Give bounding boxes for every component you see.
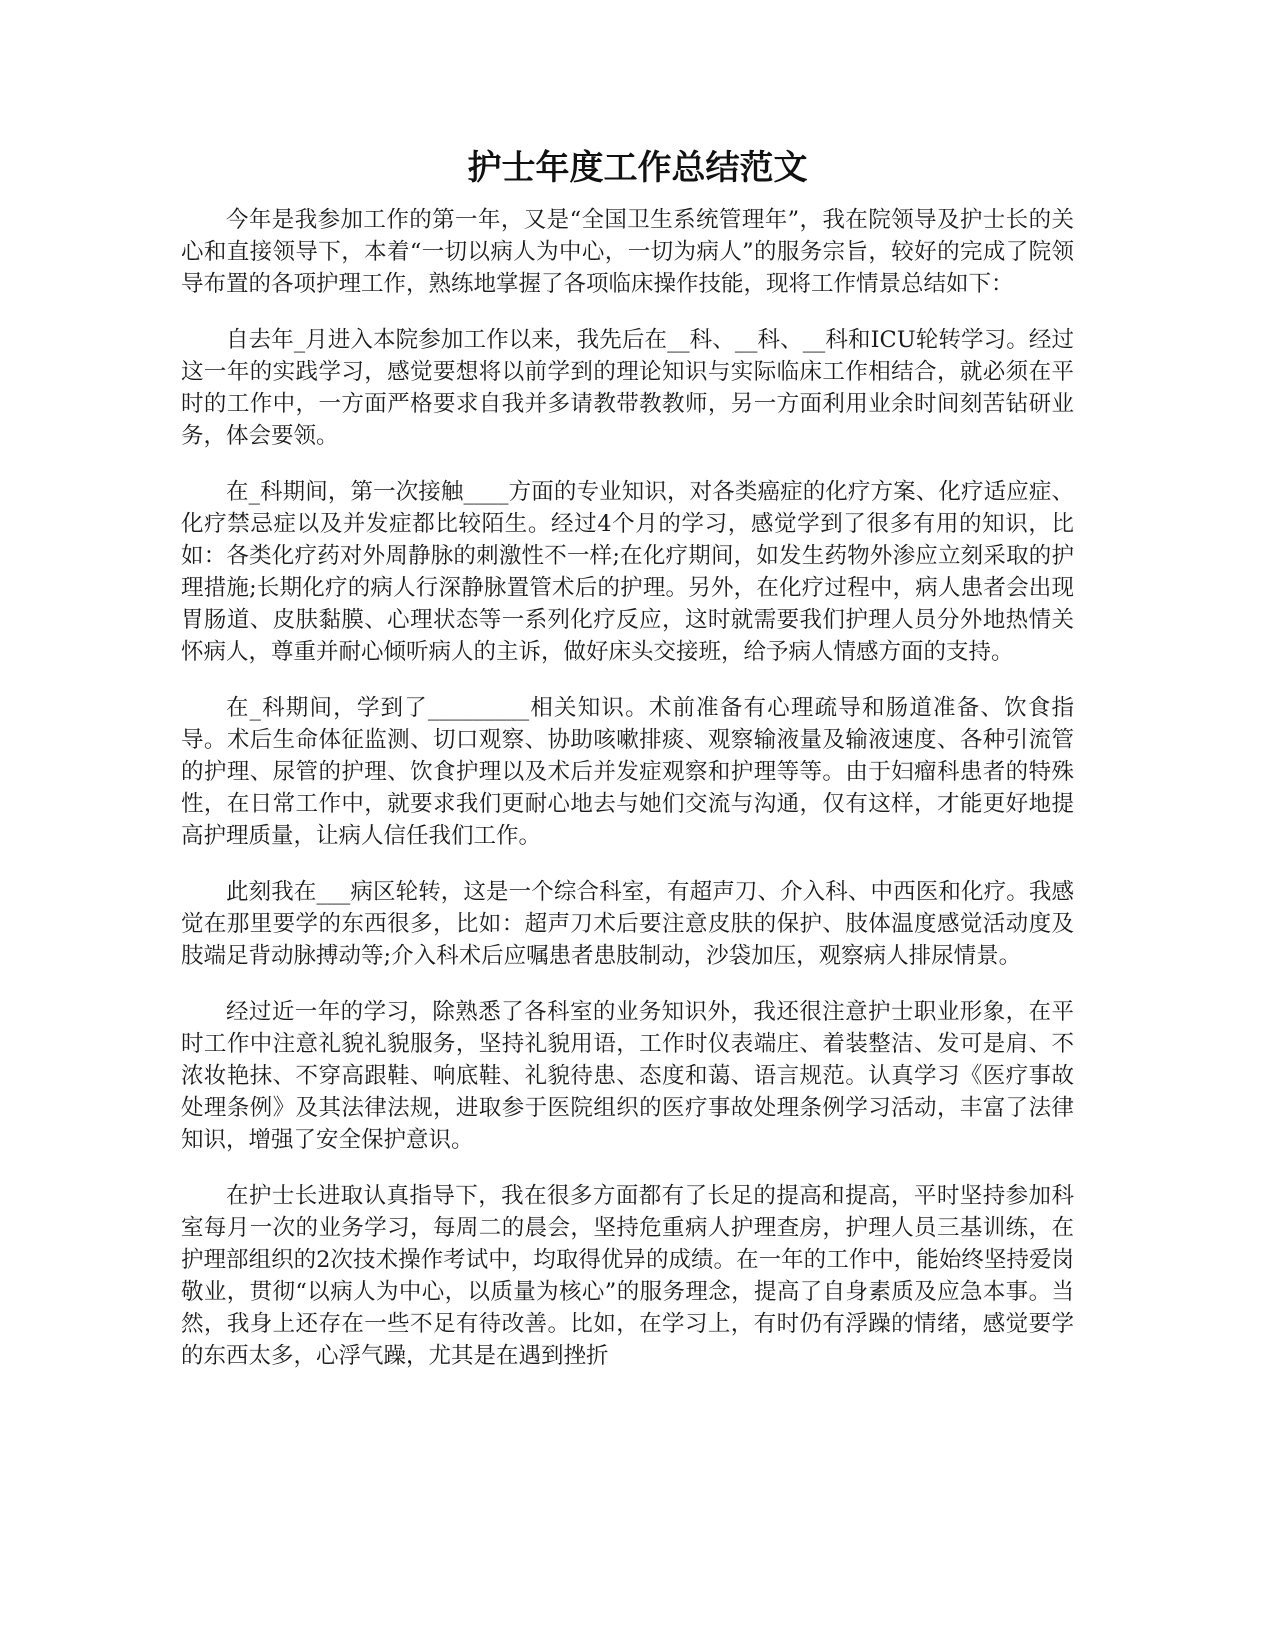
paragraph-professional-image: 经过近一年的学习，除熟悉了各科室的业务知识外，我还很注意护士职业形象，在平时工作中注意礼貌礼貌服务，坚持礼貌用语，工作时仪表端庄、着装整洁、发可是肩、不浓妆艳抹、不穿高跟鞋、响底鞋、礼貌待患、态度和蔼、语言规范。认真学习《医疗事故处理条例》及其法律法规，进取参于医院组织的医疗事故处理条例学习活动，丰富了法律知识，增强了安全保护意识。: [181, 999, 1074, 1153]
document-title: 护士年度工作总结范文: [467, 148, 808, 188]
paragraph-intro: 今年是我参加工作的第一年，又是“全国卫生系统管理年”，我在院领导及护士长的关心和直接领导下，本着“一切以病人为中心，一切为病人”的服务宗旨，较好的完成了院领导布置的各项护理工作，熟练地掌握了各项临床操作技能，现将工作情景总结如下：: [181, 207, 1074, 297]
document-body: [181, 204, 1074, 1396]
paragraph-progress: 在护士长进取认真指导下，我在很多方面都有了长足的提高和提高，平时坚持参加科室每月一次的业务学习，每周二的晨会，坚持危重病人护理查房，护理人员三基训练，在护理部组织的2次技术操作考试中，均取得优异的成绩。在一年的工作中，能始终坚持爱岗敬业，贯彻“以病人为中心，以质量为核心”的服务理念，提高了自身素质及应急本事。当然，我身上还存在一些不足有待改善。比如，在学习上，有时仍有浮躁的情绪，感觉要学的东西太多，心浮气躁，尤其是在遇到挫折: [181, 1183, 1074, 1369]
paragraph-chemotherapy: 在_科期间，第一次接触____方面的专业知识，对各类癌症的化疗方案、化疗适应症、化疗禁忌症以及并发症都比较陌生。经过4个月的学习，感觉学到了很多有用的知识，比如：各类化疗药对外周静脉的刺激性不一样;在化疗期间，如发生药物外渗应立刻采取的护理措施;长期化疗的病人行深静脉置管术后的护理。另外，在化疗过程中，病人患者会出现胃肠道、皮肤黏膜、心理状态等一系列化疗反应，这时就需要我们护理人员分外地热情关怀病人，尊重并耐心倾听病人的主诉，做好床头交接班，给予病人情感方面的支持。: [181, 479, 1074, 665]
paragraph-rotation: 自去年_月进入本院参加工作以来，我先后在__科、__科、__科和ICU轮转学习。经过这一年的实践学习，感觉要想将以前学到的理论知识与实际临床工作相结合，就必须在平时的工作中，一方面严格要求自我并多请教带教教师，另一方面利用业余时间刻苦钻研业务，体会要领。: [181, 327, 1074, 449]
paragraph-surgery: 在_科期间，学到了_________相关知识。术前准备有心理疏导和肠道准备、饮食指导。术后生命体征监测、切口观察、协助咳嗽排痰、观察输液量及输液速度、各种引流管的护理、尿管的护理、饮食护理以及术后并发症观察和护理等等。由于妇瘤科患者的特殊性，在日常工作中，就要求我们更耐心地去与她们交流与沟通，仅有这样，才能更好地提高护理质量，让病人信任我们工作。: [181, 695, 1074, 849]
paragraph-current-ward: 此刻我在___病区轮转，这是一个综合科室，有超声刀、介入科、中西医和化疗。我感觉在那里要学的东西很多，比如：超声刀术后要注意皮肤的保护、肢体温度感觉活动度及肢端足背动脉搏动等;介入科术后应嘱患者患肢制动，沙袋加压，观察病人排尿情景。: [181, 879, 1074, 969]
